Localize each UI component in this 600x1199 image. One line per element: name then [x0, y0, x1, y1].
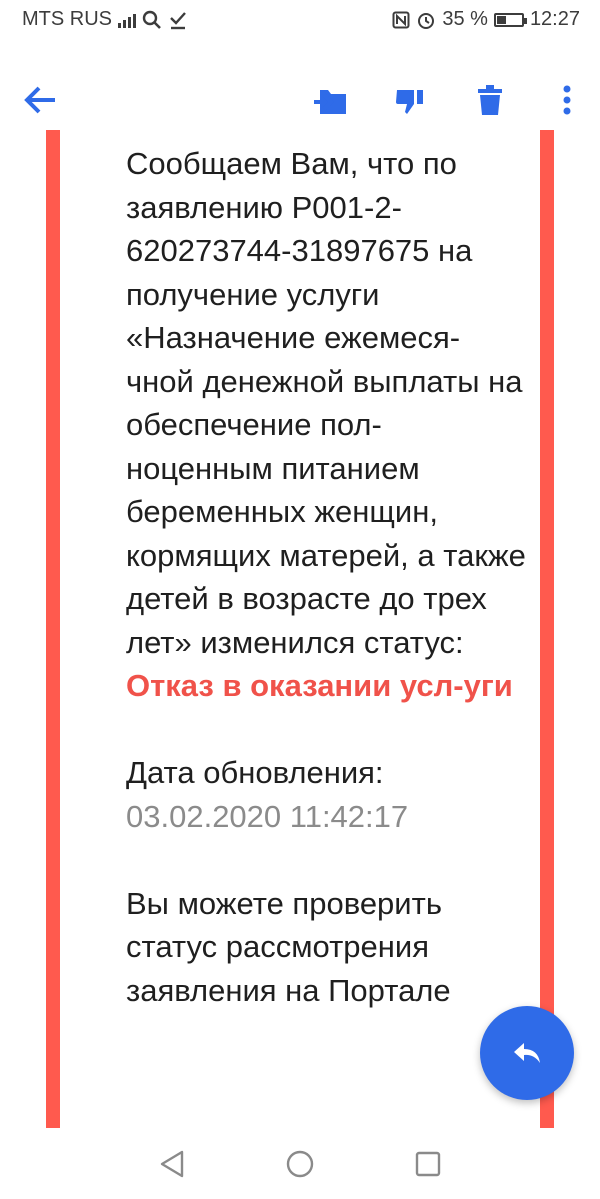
battery-icon	[494, 13, 524, 27]
move-to-folder-icon	[312, 84, 348, 116]
system-navigation-bar	[0, 1128, 600, 1199]
more-options-button[interactable]	[545, 78, 589, 122]
back-button[interactable]	[18, 78, 62, 122]
nfc-icon	[392, 11, 410, 29]
left-border-bar	[46, 130, 60, 1128]
nav-back-icon	[159, 1150, 185, 1178]
status-bar	[0, 0, 600, 40]
nav-recents-icon	[415, 1151, 441, 1177]
date-value: 03.02.2020 11:42:17	[126, 798, 409, 834]
delete-button[interactable]	[468, 78, 512, 122]
nav-home-icon	[285, 1149, 315, 1179]
reply-button[interactable]	[480, 1006, 574, 1100]
signal-icon	[118, 12, 136, 28]
status-value: Отказ в оказании усл-уги	[126, 668, 513, 703]
app-toolbar	[0, 60, 600, 140]
nav-back-button[interactable]	[156, 1148, 188, 1180]
alarm-icon	[416, 10, 436, 30]
reply-icon	[512, 1041, 542, 1065]
back-arrow-icon	[23, 85, 57, 115]
nav-home-button[interactable]	[284, 1148, 316, 1180]
clock: 12:27	[529, 8, 580, 30]
battery-percent: 35 %	[442, 8, 488, 30]
message-intro: Сообщаем Вам, что по заявлению P001-2-620273744-31897675 на получение услуги «Назначение ежемеся-чной денежной выплаты на обеспечение пол-ноценным питанием беременных женщин, кормящих матерей, а также детей в возрасте до трех лет» изменился статус:	[126, 146, 526, 660]
carrier-name: MTS RUS	[22, 8, 112, 30]
spacer	[126, 838, 526, 882]
message-body[interactable]	[0, 130, 600, 1128]
message-footer: Вы можете проверить статус рассмотрения заявления на Портале	[126, 885, 451, 1008]
status-right	[392, 8, 580, 31]
more-vert-icon	[562, 84, 572, 116]
date-label: Дата обновления:	[126, 755, 384, 790]
message-text-block	[126, 142, 526, 1012]
search-icon	[142, 10, 162, 30]
nav-recents-button[interactable]	[412, 1148, 444, 1180]
right-border-bar	[540, 130, 554, 1128]
move-to-folder-button[interactable]	[308, 78, 352, 122]
download-done-icon	[168, 10, 188, 30]
status-left	[22, 8, 188, 31]
thumbs-down-icon	[394, 84, 426, 116]
spacer	[126, 708, 526, 752]
spam-button[interactable]	[388, 78, 432, 122]
trash-icon	[476, 84, 504, 116]
